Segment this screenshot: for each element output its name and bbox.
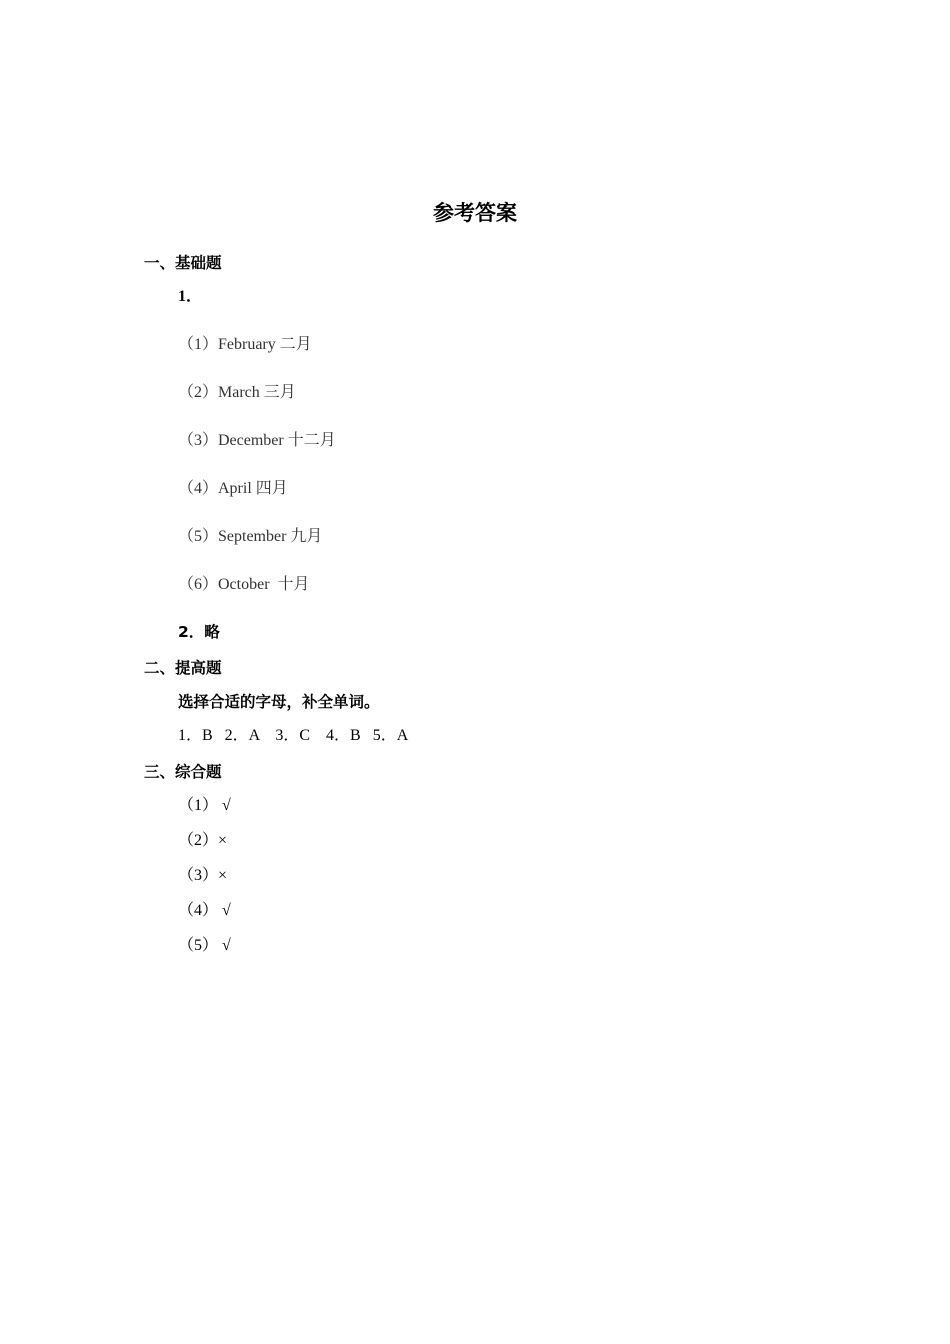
- question-1-label: 1．: [178, 288, 203, 305]
- judgement-item: （4） √: [178, 902, 231, 919]
- answer-item: （6）October 十月: [178, 576, 310, 593]
- answer-item: （3）December 十二月: [178, 432, 336, 449]
- judgement-item: （3）×: [178, 867, 228, 884]
- answer-item: （1）February 二月: [178, 336, 312, 353]
- page-title: 参考答案: [433, 201, 517, 225]
- question-2-label: 2．略: [178, 623, 220, 641]
- section-heading-basic: 一、基础题: [144, 254, 222, 272]
- section-heading-comprehensive: 三、综合题: [144, 763, 222, 781]
- answer-item: （5）September 九月: [178, 528, 323, 545]
- judgement-item: （1） √: [178, 797, 231, 814]
- section-heading-advanced: 二、提高题: [144, 659, 222, 677]
- judgement-item: （5） √: [178, 937, 231, 954]
- answer-item: （4）April 四月: [178, 480, 288, 497]
- answer-item: （2）March 三月: [178, 384, 296, 401]
- judgement-item: （2）×: [178, 832, 228, 849]
- section-instruction: 选择合适的字母，补全单词。: [178, 693, 380, 711]
- choice-answers: 1．B 2．A 3．C 4．B 5．A: [178, 727, 409, 744]
